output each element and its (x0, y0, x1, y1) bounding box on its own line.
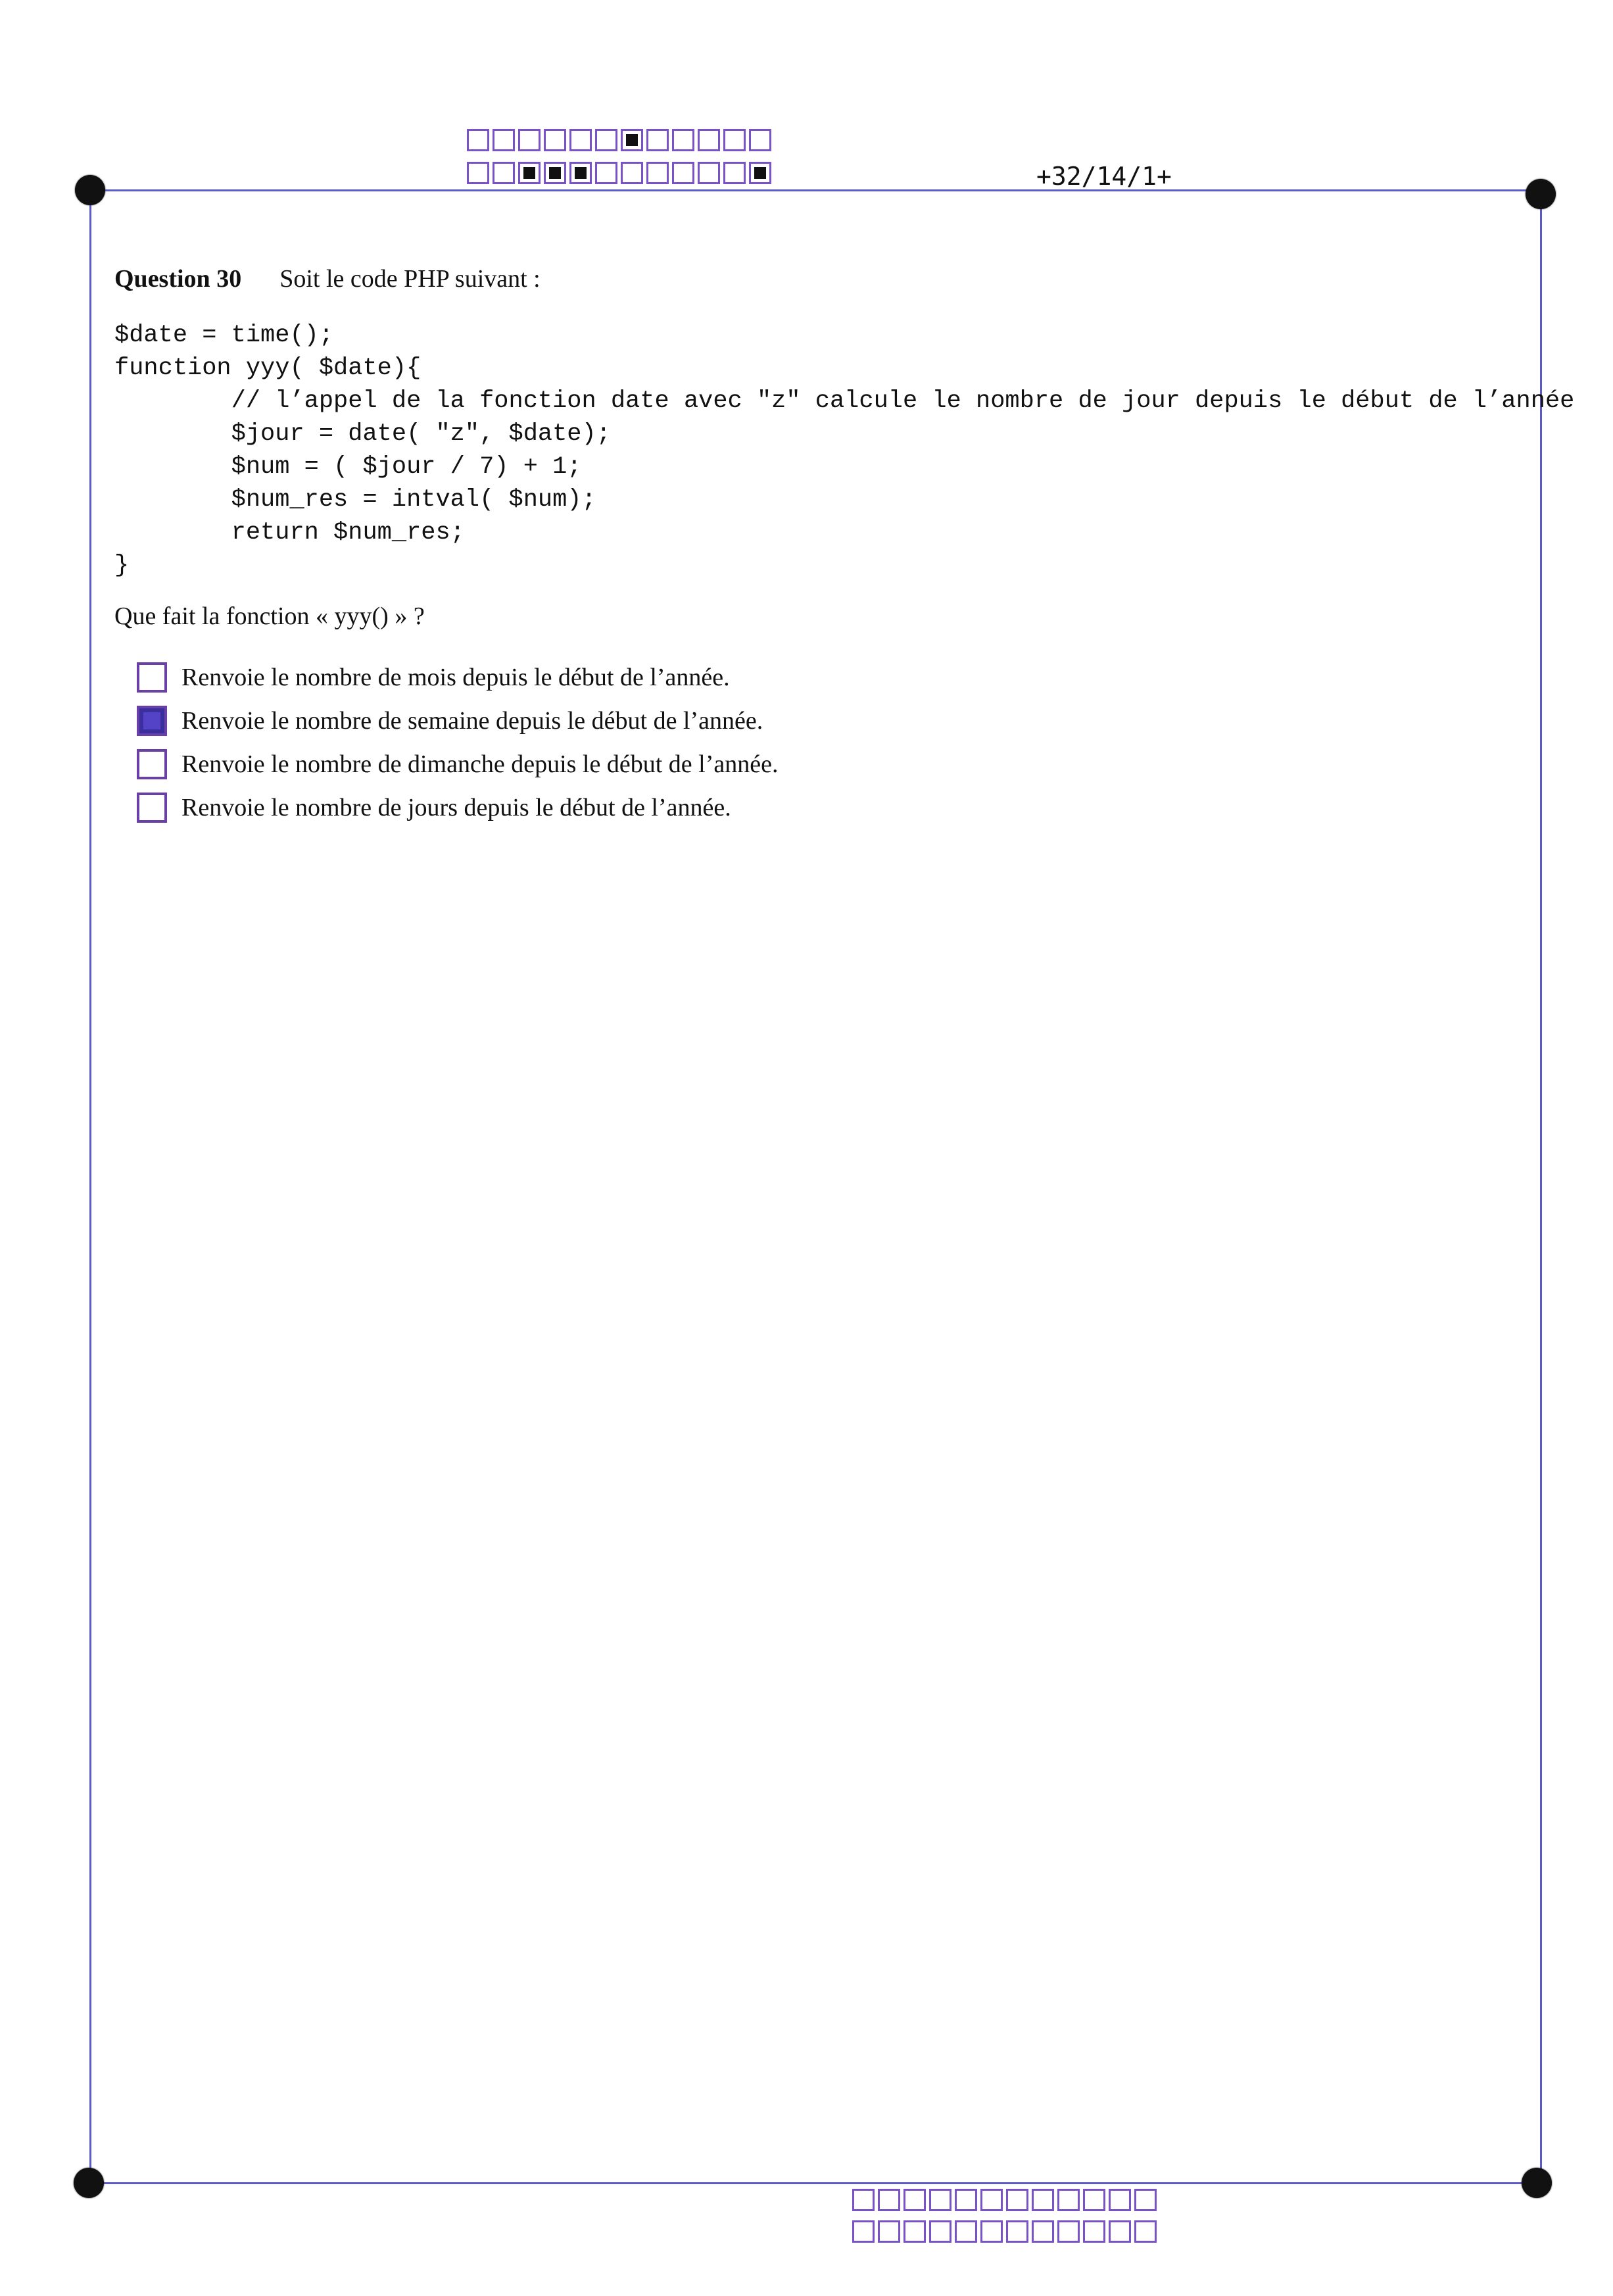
frame-top-line (91, 189, 1541, 191)
top-grid-cell (518, 129, 541, 151)
top-grid-cell (698, 162, 720, 184)
top-grid-cell (544, 129, 566, 151)
corner-mark-top-left (75, 175, 105, 205)
bottom-grid-cell (929, 2220, 951, 2243)
corner-mark-top-right (1526, 179, 1556, 209)
bottom-grid-cell (1006, 2189, 1028, 2211)
bottom-grid-cell (903, 2220, 926, 2243)
choice-1 (137, 656, 778, 699)
top-id-grid-row-1 (467, 129, 775, 151)
choice-3 (137, 743, 778, 786)
choice-3-label: Renvoie le nombre de dimanche depuis le début de l’année. (181, 750, 779, 778)
top-grid-cell (723, 162, 746, 184)
top-grid-cell (749, 129, 771, 151)
bottom-grid-cell (1006, 2220, 1028, 2243)
answer-choices (137, 656, 778, 829)
question-intro: Soit le code PHP suivant : (279, 265, 541, 293)
bottom-grid-cell (1134, 2189, 1157, 2211)
bottom-id-grid-row-2 (852, 2220, 1160, 2243)
php-code-block: $date = time(); function yyy( $date){ // l’appel de la fonction date avec "z" calcule le nombre de jour depuis le début de l’année $jour = date( "z", $date); $num = ( $jour / 7) + 1; $num_res = intval( $num); return $num_res; } (114, 322, 1575, 579)
bottom-grid-cell (852, 2189, 875, 2211)
top-grid-cell (646, 129, 669, 151)
bottom-grid-cell (955, 2189, 977, 2211)
bottom-grid-cell (980, 2189, 1003, 2211)
frame-left-line (89, 191, 91, 2184)
bottom-grid-cell (1109, 2220, 1131, 2243)
top-grid-cell (569, 129, 592, 151)
top-grid-cell (646, 162, 669, 184)
top-grid-cell (595, 129, 617, 151)
top-grid-cell (493, 162, 515, 184)
top-grid-cell (749, 162, 771, 184)
bottom-grid-cell (878, 2189, 900, 2211)
choice-4 (137, 786, 778, 829)
bottom-grid-cell (1083, 2189, 1105, 2211)
bottom-grid-cell (1134, 2220, 1157, 2243)
top-grid-cell (518, 162, 541, 184)
question-header (114, 264, 541, 293)
choice-2-checkbox[interactable] (137, 706, 167, 736)
top-grid-cell (723, 129, 746, 151)
top-grid-cell (672, 129, 694, 151)
top-grid-cell (467, 162, 489, 184)
frame-bottom-line (88, 2182, 1539, 2184)
bottom-grid-cell (1032, 2189, 1054, 2211)
top-id-grid-row-2 (467, 162, 775, 184)
bottom-grid-cell (903, 2189, 926, 2211)
bottom-grid-cell (878, 2220, 900, 2243)
top-grid-cell (595, 162, 617, 184)
choice-4-label: Renvoie le nombre de jours depuis le début de l’année. (181, 794, 731, 821)
choice-2 (137, 699, 778, 743)
bottom-grid-cell (1057, 2189, 1080, 2211)
top-grid-cell (621, 162, 643, 184)
choice-1-checkbox[interactable] (137, 662, 167, 693)
bottom-grid-cell (1109, 2189, 1131, 2211)
choice-1-label: Renvoie le nombre de mois depuis le début de l’année. (181, 664, 730, 691)
corner-mark-bottom-right (1522, 2168, 1552, 2198)
question-label: Question 30 (114, 265, 242, 293)
corner-mark-bottom-left (74, 2168, 104, 2198)
choice-4-checkbox[interactable] (137, 793, 167, 823)
top-grid-cell (544, 162, 566, 184)
top-grid-cell (467, 129, 489, 151)
choice-3-checkbox[interactable] (137, 749, 167, 779)
top-grid-cell (672, 162, 694, 184)
bottom-id-grid-row-1 (852, 2189, 1160, 2211)
page-code: +32/14/1+ (1036, 162, 1172, 191)
bottom-grid-cell (852, 2220, 875, 2243)
top-grid-cell (569, 162, 592, 184)
bottom-grid-cell (929, 2189, 951, 2211)
bottom-grid-cell (955, 2220, 977, 2243)
choice-2-label: Renvoie le nombre de semaine depuis le début de l’année. (181, 707, 763, 735)
top-grid-cell (493, 129, 515, 151)
top-grid-cell (621, 129, 643, 151)
bottom-grid-cell (980, 2220, 1003, 2243)
question-prompt: Que fait la fonction « yyy() » ? (114, 602, 425, 630)
bottom-grid-cell (1083, 2220, 1105, 2243)
top-grid-cell (698, 129, 720, 151)
bottom-grid-cell (1032, 2220, 1054, 2243)
bottom-grid-cell (1057, 2220, 1080, 2243)
